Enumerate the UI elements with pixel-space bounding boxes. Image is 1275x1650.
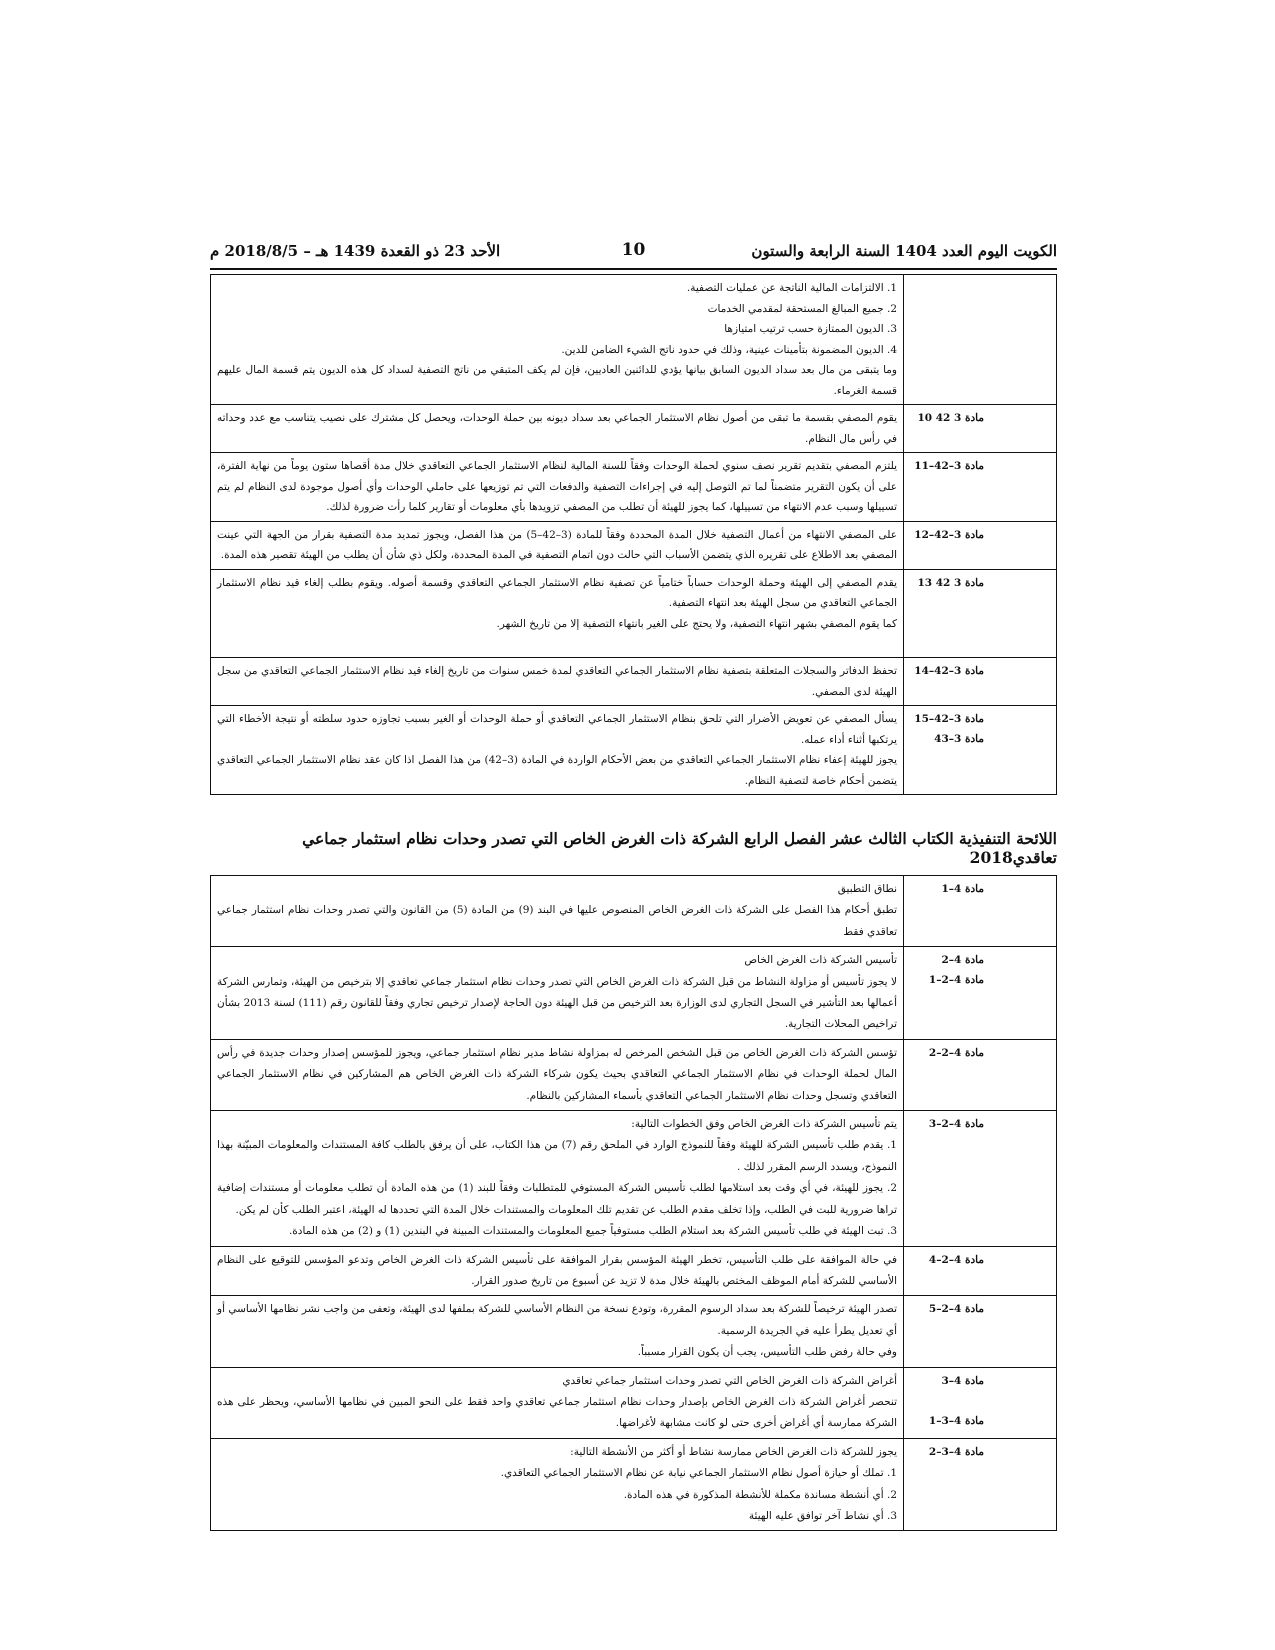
article-number: مادة 4–1 [941, 883, 984, 895]
article-number: مادة 4–2–3 [928, 1118, 984, 1131]
article-number-cell [904, 569, 1057, 658]
article-row [211, 1438, 1057, 1531]
section-title: اللائحة التنفيذية الكتاب الثالث عشر الفصل الرابع الشركة ذات الغرض الخاص التي تصدر وحدات نظام استثمار جماعي تعاقدي2018 [302, 829, 1057, 867]
article-number-cell [904, 1438, 1057, 1531]
article-paragraph: 3. تبت الهيئة في طلب تأسيس الشركة بعد استلام الطلب مستوفياً جميع المعلومات والمستندات المبينة في البندين (1) و (2) من هذه المادة. [288, 1225, 897, 1238]
article-number: مادة 4–3–2 [928, 1445, 984, 1458]
page [210, 238, 1057, 1531]
article-number: مادة 3–42–12 [914, 528, 984, 541]
article-text-cell [211, 947, 904, 1040]
article-number: مادة 4–2–4 [928, 1253, 984, 1266]
article-row [211, 569, 1057, 658]
article-number-cell [904, 453, 1057, 522]
article-paragraph: 4. الديون المضمونة بتأمينات عينية، وذلك في حدود ناتج الشيء الضامن للدين. [561, 343, 897, 356]
article-number: مادة 4–3 [941, 1374, 984, 1387]
article-row [211, 1246, 1057, 1296]
article-text-cell [211, 1296, 904, 1367]
article-text-cell [211, 1246, 904, 1296]
article-number-cell [904, 1367, 1057, 1438]
article-text-cell [211, 1039, 904, 1110]
article-paragraph: 3. أي نشاط آخر توافق عليه الهيئة [748, 1509, 897, 1522]
article-paragraph: يجوز للهيئة إعفاء نظام الاستثمار الجماعي التعاقدي من بعض الأحكام الواردة في المادة (3–42) من هذا الفصل اذا كان عقد نظام الاستثمار الجماعي التعاقدي يتضمن أحكام خاصة لتصفية النظام. [217, 754, 897, 787]
article-paragraph: يقدم المصفي إلى الهيئة وحملة الوحدات حساباً ختامياً عن تصفية نظام الاستثمار الجماعي التعاقدي وقسمة أصوله. ويقوم بطلب إلغاء قيد نظام الاستثمار الجماعي التعاقدي من سجل الهيئة بعد انتهاء التصفية. [217, 576, 897, 609]
article-paragraph: 2. أي أنشطة مساندة مكملة للأنشطة المذكورة في هذه المادة. [623, 1488, 897, 1501]
article-text-cell [211, 275, 904, 405]
article-paragraph: 3. الديون الممتازة حسب ترتيب امتيازها [724, 323, 897, 335]
article-row [211, 1367, 1057, 1438]
article-paragraph: لا يجوز تأسيس أو مزاولة النشاط من قبل الشركة ذات الغرض الخاص التي تصدر وحدات نظام استثمار جماعي تعاقدي إلا بترخيص من الهيئة، وتمارس الشركة أعمالها بعد التأشير في السجل التجاري لدى الوزارة بعد الترخيص من قبل الهيئة دون الحاجة لإصدار ترخيص تجاري وفقاً للقانون رقم (111) لسنة 2013 بشأن تراخيص المحلات التجارية. [217, 975, 897, 1031]
article-paragraph: 2. يجوز للهيئة، في أي وقت بعد استلامها لطلب تأسيس الشركة المستوفي للمتطلبات وفقاً للبند (1) من هذه المادة أن تطلب معلومات أو مستندات إضافية تراها ضرورية للبت في الطلب، وإذا تخلف مقدم الطلب عن تقديم تلك المعلومات والمستندات خلال المدة التي تحددها له الهيئة، اعتبر الطلب كأن لم يكن. [217, 1182, 897, 1216]
article-paragraph: يتم تأسيس الشركة ذات الغرض الخاص وفق الخطوات التالية: [631, 1118, 897, 1131]
article-paragraph: تحفظ الدفاتر والسجلات المتعلقة بتصفية نظام الاستثمار الجماعي التعاقدي لمدة خمس سنوات من تاريخ إلغاء قيد نظام الاستثمار الجماعي التعاقدي من سجل الهيئة لدى المصفي. [217, 665, 897, 698]
article-number: مادة 3 42 13 [917, 576, 984, 589]
article-row [211, 1111, 1057, 1246]
article-row [211, 947, 1057, 1040]
article-number: مادة 4–2–5 [928, 1303, 984, 1316]
article-number: مادة 3–42–11 [914, 460, 984, 472]
article-number-cell [904, 405, 1057, 453]
article-number: مادة 3–42–14 [914, 665, 984, 677]
article-paragraph: 1. يقدم طلب تأسيس الشركة للهيئة وفقاً للنموذج الوارد في الملحق رقم (7) من هذا الكتاب، على أن يرفق بالطلب كافة المستندات والمعلومات المبيّنة بهذا النموذج، ويسدد الرسم المقرر لذلك . [217, 1139, 897, 1173]
article-text-cell [211, 453, 904, 522]
article-text-cell [211, 658, 904, 706]
article-text-cell [211, 876, 904, 947]
page-number: 10 [621, 240, 646, 260]
article-number-cell [904, 706, 1057, 795]
page-header [210, 238, 1057, 266]
article-row [211, 521, 1057, 569]
article-paragraph: في حالة الموافقة على طلب التأسيس، تخطر الهيئة المؤسس بقرار الموافقة على تأسيس الشركة ذات الغرض الخاص وتدعو المؤسس للتوقيع على النظام الأساسي للشركة أمام الموظف المختص بالهيئة خلال مدة لا تزيد عن أسبوع من تاريخ صدور القرار. [217, 1253, 897, 1287]
articles-table-2 [210, 875, 1057, 1531]
article-text-cell [211, 569, 904, 658]
article-paragraph: تصدر الهيئة ترخيصاً للشركة بعد سداد الرسوم المقررة، وتودع نسخة من النظام الأساسي للشركة بملفها لدى الهيئة، وتعفى من واجب نشر نظامها الأساسي أو أي تعديل يطرأ عليه في الجريدة الرسمية. [217, 1303, 897, 1337]
article-number: مادة 4–2–2 [928, 1046, 984, 1059]
article-number-cell [904, 1246, 1057, 1296]
article-paragraph: 2. جميع المبالغ المستحقة لمقدمي الخدمات [707, 302, 897, 315]
article-paragraph: يسأل المصفي عن تعويض الأضرار التي تلحق بنظام الاستثمار الجماعي التعاقدي أو حملة الوحدات أو الغير بسبب تجاوزه حدود سلطته أو نتيجة الأخطاء التي يرتكبها أثناء أداء عمله. [217, 713, 897, 746]
article-paragraph: 1. تملك أو حيازة أصول نظام الاستثمار الجماعي نيابة عن نظام الاستثمار الجماعي التعاقدي. [500, 1467, 897, 1480]
article-number: مادة 4–2 [941, 954, 984, 967]
article-paragraph: يجوز للشركة ذات الغرض الخاص ممارسة نشاط أو أكثر من الأنشطة التالية: [570, 1445, 897, 1458]
article-text-cell [211, 1438, 904, 1531]
article-paragraph: تؤسس الشركة ذات الغرض الخاص من قبل الشخص المرخص له بمزاولة نشاط مدير نظام استثمار جماعي، ويجوز للمؤسس إصدار وحدات جديدة في رأس المال لحملة الوحدات في نظام الاستثمار الجماعي التعاقدي بحيث يكون شركاء الشركة ذات الغرض الخاص هم المشاركين في نظام الاستثمار الجماعي التعاقدي وتسجل وحدات نظام الاستثمار الجماعي التعاقدي بأسماء المشاركين بالنظام. [217, 1046, 897, 1102]
article-row [211, 405, 1057, 453]
article-number [910, 1391, 1050, 1411]
article-paragraph: وما يتبقى من مال بعد سداد الديون السابق بيانها يؤدي للدائنين العاديين، فإن لم يكف المتبقي من ناتج التصفية لسداد كل هذه الديون يتم قسمة المال عليهم قسمة الغرماء. [217, 364, 897, 397]
gazette-issue: الكويت اليوم العدد 1404 السنة الرابعة والستون [751, 242, 1057, 260]
article-text-cell [211, 706, 904, 795]
article-row [211, 1296, 1057, 1367]
article-row [211, 658, 1057, 706]
article-number: مادة 3–43 [934, 733, 984, 745]
article-number: مادة 4–2–1 [928, 974, 984, 987]
article-paragraph: تنحصر أغراض الشركة ذات الغرض الخاص بإصدار وحدات نظام استثمار جماعي تعاقدي واحد فقط على النحو المبين في نظامها الأساسي، ويحظر على هذه الشركة ممارسة أي أغراض أخرى حتى لو كانت مشابهة لأغراضها. [217, 1395, 897, 1430]
article-paragraph: 1. الالتزامات المالية الناتجة عن عمليات التصفية. [686, 282, 897, 294]
article-number: مادة 3 42 10 [917, 412, 984, 424]
article-paragraph: نطاق التطبيق [837, 883, 897, 895]
article-number: مادة 4–3–1 [928, 1414, 984, 1427]
article-paragraph: يقوم المصفي بقسمة ما تبقى من أصول نظام الاستثمار الجماعي بعد سداد ديونه بين حملة الوحدات، ويحصل كل مشترك على نصيب يتناسب مع عدد وحداته في رأس مال النظام. [217, 412, 897, 445]
article-paragraph: أغراض الشركة ذات الغرض الخاص التي تصدر وحدات استثمار جماعي تعاقدي [562, 1374, 897, 1387]
article-text-cell [211, 1111, 904, 1246]
article-text-cell [211, 521, 904, 569]
article-paragraph: على المصفي الانتهاء من أعمال التصفية خلال المدة المحددة وفقاً للمادة (3–42–5) من هذا الفصل، ويجوز تمديد مدة التصفية بقرار من الجهة التي عينت المصفي بعد الاطلاع على تقريره الذي يتضمن الأسباب التي حالت دون اتمام التصفية في المدة المحددة، ولكل ذي شأن أن يطلب من الهيئة تقصير هذه المدة. [217, 528, 898, 561]
article-paragraph: تأسيس الشركة ذات الغرض الخاص [744, 954, 897, 967]
article-row [211, 706, 1057, 795]
article-row [211, 453, 1057, 522]
article-number-cell [904, 1111, 1057, 1246]
article-row [211, 876, 1057, 947]
article-number-cell [904, 275, 1057, 405]
article-number-cell [904, 1296, 1057, 1367]
article-number-cell [904, 1039, 1057, 1110]
article-text-cell [211, 1367, 904, 1438]
article-number-cell [904, 947, 1057, 1040]
issue-date: الأحد 23 ذو القعدة 1439 هـ – 2018/8/5 م [210, 242, 501, 260]
article-row [211, 275, 1057, 405]
blank-line [217, 634, 897, 654]
article-number-cell [904, 521, 1057, 569]
article-row [211, 1039, 1057, 1110]
article-number [910, 278, 1050, 298]
article-paragraph: تطبق أحكام هذا الفصل على الشركة ذات الغرض الخاص المنصوص عليها في البند (9) من المادة (5) من القانون والتي تصدر وحدات نظام استثمار جماعي تعاقدي فقط [217, 904, 897, 938]
article-paragraph: كما يقوم المصفي بشهر انتهاء التصفية، ولا يحتج على الغير بانتهاء التصفية إلا من تاريخ الشهر. [496, 617, 897, 630]
article-paragraph: يلتزم المصفي بتقديم تقرير نصف سنوي لحملة الوحدات وفقاً للسنة المالية لنظام الاستثمار الجماعي التعاقدي خلال مدة أقصاها ستون يوماً من نهاية الفترة، على أن يكون التقرير متضمناً لما تم التوصل إليه في إجراءات التصفية والدفعات التي تم توزيعها على حاملي الوحدات وأي أصول موجودة لدى النظام لم يتم تسييلها وسبب عدم الانتهاء من تسييلها، كما يجوز للهيئة أن تطلب من المصفي تزويدها بأي معلومات أو تقارير كلما رأت ضرورة لذلك. [217, 460, 897, 513]
header-rule [210, 268, 1057, 270]
article-number-cell [904, 876, 1057, 947]
article-number: مادة 3–42–15 [914, 713, 984, 725]
articles-table-1 [210, 274, 1057, 795]
article-paragraph: وفي حالة رفض طلب التأسيس، يجب أن يكون القرار مسبباً. [637, 1346, 897, 1359]
article-text-cell [211, 405, 904, 453]
article-number-cell [904, 658, 1057, 706]
